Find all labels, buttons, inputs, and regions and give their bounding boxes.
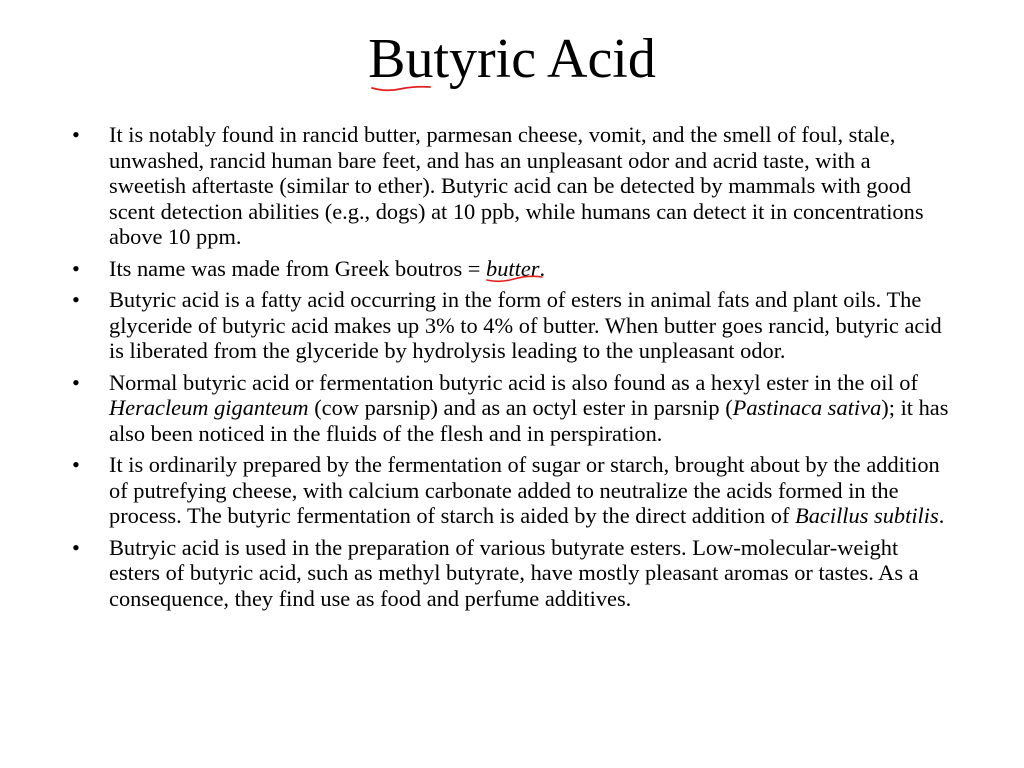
italic-term: butter [486, 255, 540, 281]
bullet-text-end: ); it has also been noticed in the fluids of the flesh and in perspiration. [109, 395, 949, 446]
bullet-marker: • [72, 255, 80, 281]
bullet-text: It is ordinarily prepared by the fermentation of sugar or starch, brought about by the addition of putrefying cheese, with calcium carbonate added to neutralize the acids formed in the process. The butyric fermentation of starch is aided by the direct addition of [109, 452, 940, 528]
bullet-text: Normal butyric acid or fermentation butyric acid is also found as a hexyl ester in the oil of [109, 369, 918, 395]
bullet-marker: • [72, 369, 80, 395]
italic-term: Pastinaca sativa [732, 395, 882, 420]
bullet-item [72, 256, 952, 282]
bullet-marker: • [72, 122, 80, 147]
bullet-text: It is notably found in rancid butter, parmesan cheese, vomit, and the smell of foul, stale, unwashed, rancid human bare feet, and has an unpleasant odor and acrid taste, with a sweetish aftertaste (similar to ether). Butyric acid can be detected by mammals with good scent detection abilities (e.g., dogs) at 10 ppb, while humans can detect it in concentrations above 10 ppm. [109, 122, 924, 249]
bullet-text: Butyric acid is a fatty acid occurring in the form of esters in animal fats and plant oils. The glyceride of butyric acid makes up 3% to 4% of butter. When butter goes rancid, butyric acid is liberated from the glyceride by hydrolysis leading to the unpleasant odor. [109, 287, 942, 363]
bullet-marker: • [72, 534, 80, 560]
bullet-text-end: . [938, 503, 945, 528]
title-underline-annotation [370, 84, 434, 94]
bullet-marker: • [72, 287, 80, 312]
bullet-text: Butryic acid is used in the preparation of various butyrate esters. Low-molecular-weight esters of butyric acid, such as methyl butyrate, have mostly pleasant aromas or tastes. As a consequence, they find use as food and perfume additives. [109, 534, 919, 611]
bullet-item [72, 535, 952, 612]
bullet-list [72, 122, 952, 617]
bullet-text-mid: (cow parsnip) and as an octyl ester in parsnip ( [308, 395, 733, 420]
bullet-item [72, 452, 952, 529]
bullet-item [72, 287, 952, 364]
bullet-item [72, 370, 952, 447]
bullet-text-end: . [539, 255, 546, 281]
italic-term: Heracleum giganteum [109, 395, 309, 420]
slide-title: Butyric Acid [368, 28, 656, 90]
italic-term: Bacillus subtilis [795, 503, 939, 528]
underlined-word [486, 256, 539, 282]
bullet-item [72, 122, 952, 250]
bullet-text: Its name was made from Greek boutros = [109, 255, 486, 281]
bullet-marker: • [72, 452, 80, 477]
